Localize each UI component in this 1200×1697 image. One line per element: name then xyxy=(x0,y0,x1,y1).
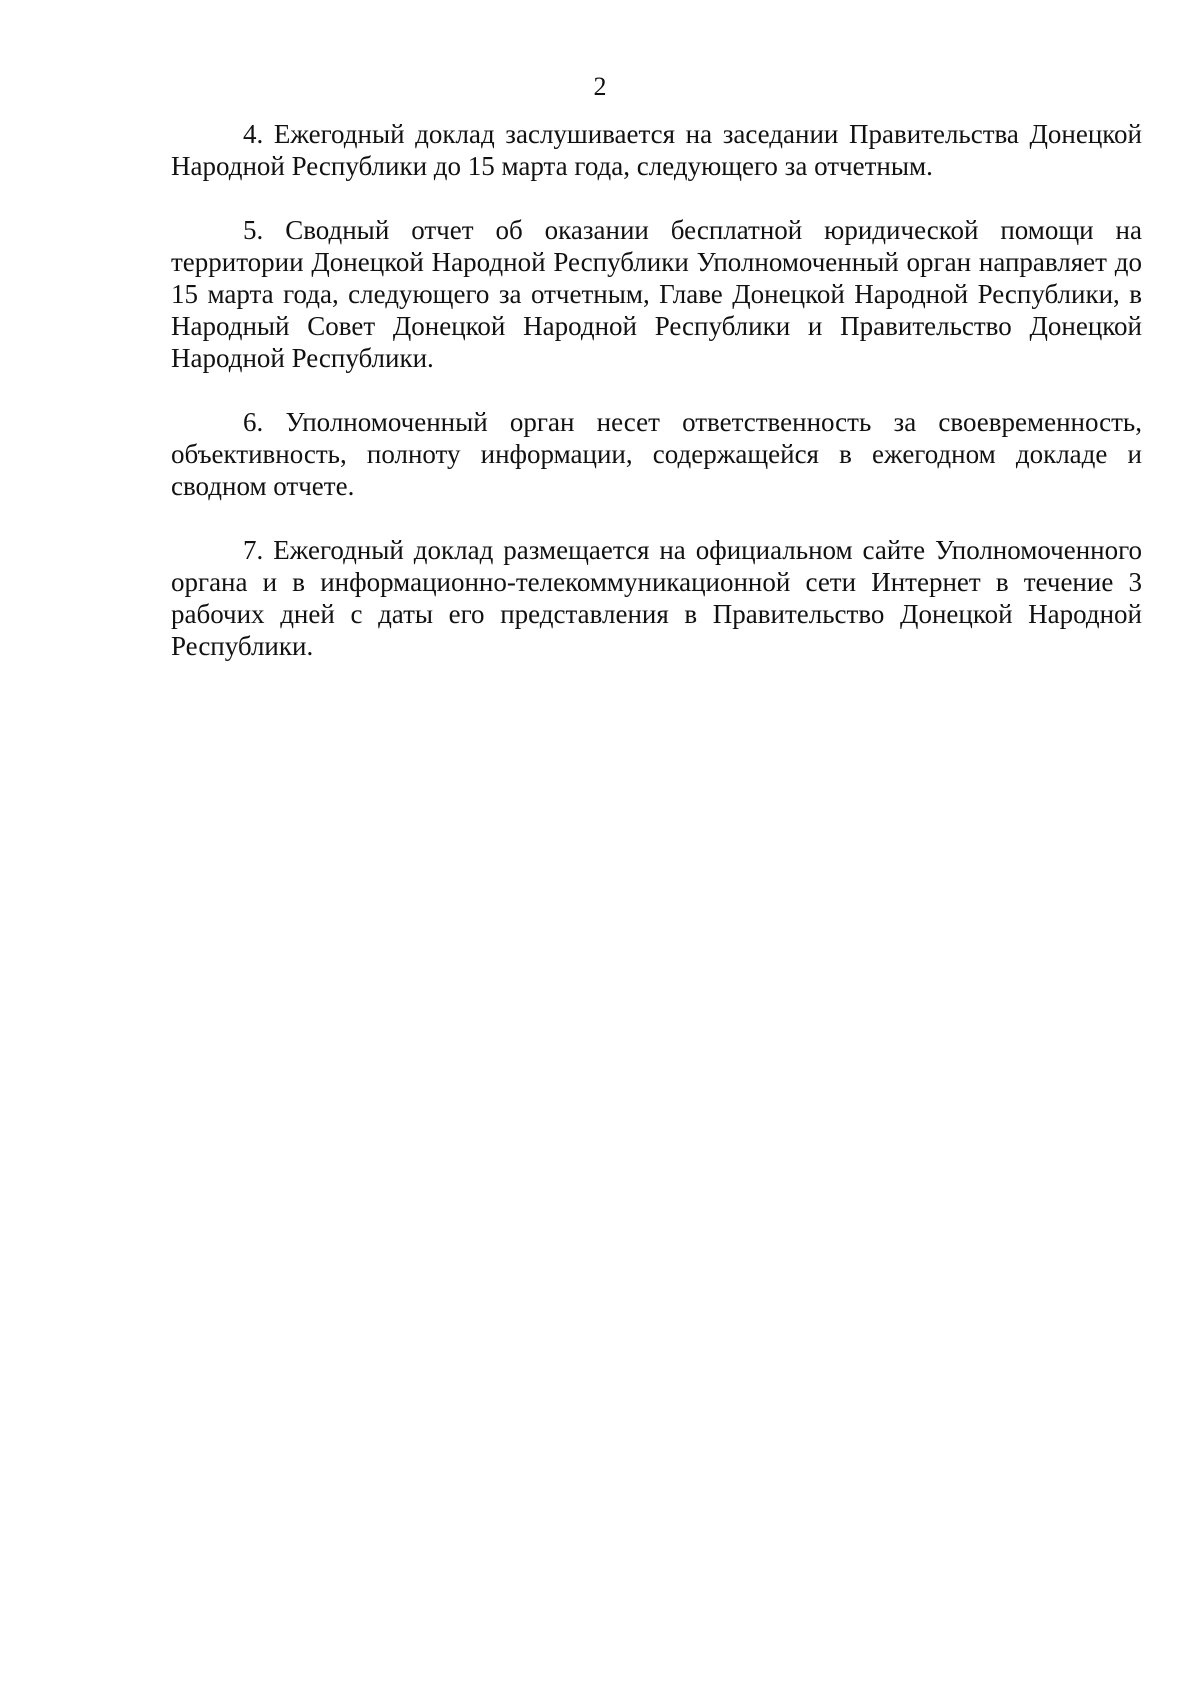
paragraph-5: 5. Сводный отчет об оказании бесплатной юридической помощи на территории Донецкой Народной Республики Уполномоченный орган направляет до 15 марта года, следующего за отчетным, Главе Донецкой Народной Республики, в Народный Совет Донецкой Народной Республики и Правительство Донецкой Народной Республики. xyxy=(171,215,1142,373)
document-body xyxy=(171,118,1142,662)
paragraph-6: 6. Уполномоченный орган несет ответственность за своевременность, объективность, полноту информации, содержащейся в ежегодном докладе и сводном отчете. xyxy=(171,407,1142,501)
paragraph-7: 7. Ежегодный доклад размещается на официальном сайте Уполномоченного органа и в информационно-телекоммуникационной сети Интернет в течение 3 рабочих дней с даты его представления в Правительство Донецкой Народной Республики. xyxy=(171,535,1142,661)
paragraph-4: 4. Ежегодный доклад заслушивается на заседании Правительства Донецкой Народной Республики до 15 марта года, следующего за отчетным. xyxy=(171,119,1142,181)
page-number: 2 xyxy=(593,72,607,101)
